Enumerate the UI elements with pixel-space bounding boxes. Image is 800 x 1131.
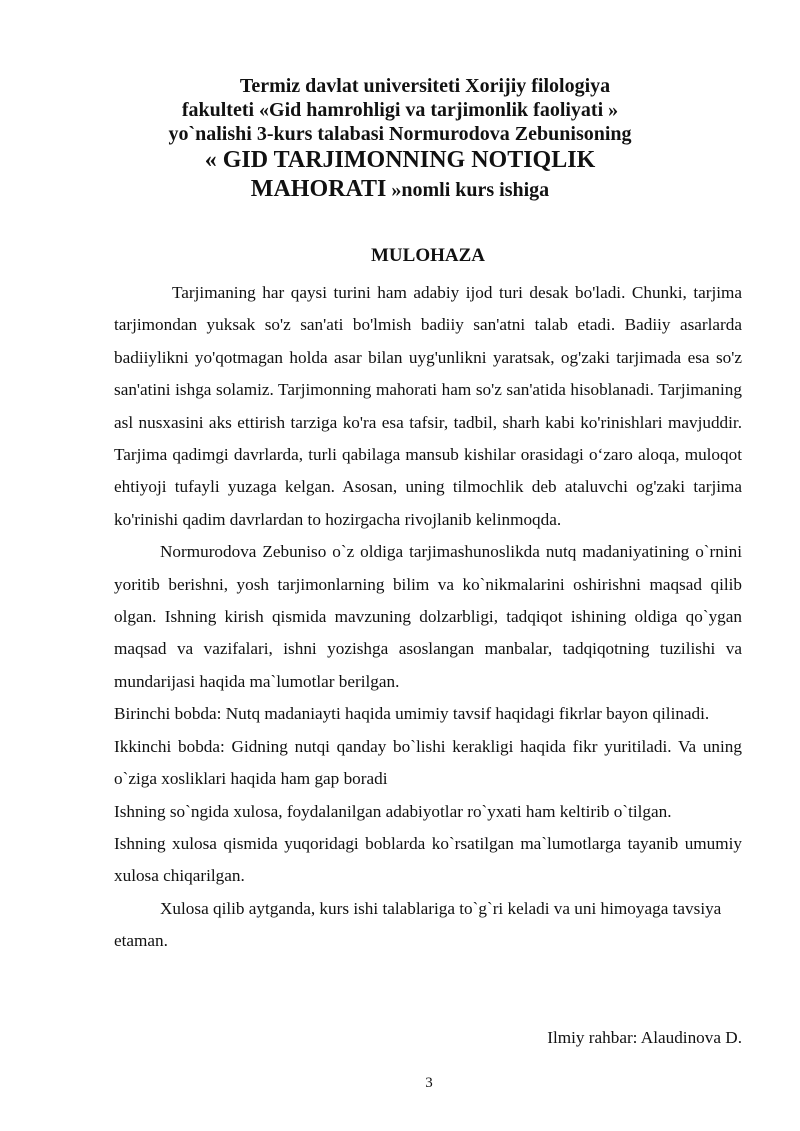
paragraph-7: Xulosa qilib aytganda, kurs ishi talablariga to`g`ri keladi va uni himoyaga tavsiya etaman. — [114, 898, 722, 951]
section-heading: MULOHAZA — [371, 245, 485, 266]
header-line-4: « GID TARJIMONNING NOTIQLIK — [204, 147, 596, 173]
header-line-5-main: MAHORATI — [250, 176, 387, 202]
header-line-1: Termiz davlat universiteti Xorijiy filologiya — [239, 75, 611, 97]
document-header — [60, 74, 740, 205]
header-line-3: yo`nalishi 3-kurs talabasi Normurodova Zebunisoning — [168, 123, 632, 145]
paragraph-2: Normurodova Zebuniso o`z oldiga tarjimashunoslikda nutq madaniyatining o`rnini yoritib berishni, yosh tarjimonlarning bilim va ko`nikmalarini oshirishni maqsad qilib olgan. Ishning kirish qismida mavzuning dolzarbligi, tadqiqot ishining oldiga qo`ygan maqsad va vazifalari, ishni yozishga asoslangan manbalar, tadqiqotning tuzilishi va mundarijasi haqida ma`lumotlar berilgan. — [114, 542, 742, 691]
document-body — [114, 277, 742, 958]
header-line-5 — [60, 175, 740, 205]
paragraph-3: Birinchi bobda: Nutq madaniayti haqida umimiy tavsif haqidagi fikrlar bayon qilinadi. — [114, 704, 710, 724]
page-number: 3 — [425, 1075, 433, 1091]
paragraph-5: Ishning so`ngida xulosa, foydalanilgan adabiyotlar ro`yxati ham keltirib o`tilgan. — [114, 801, 672, 821]
header-line-5-rest: »nomli kurs ishiga — [386, 179, 550, 201]
header-line-2: fakulteti «Gid hamrohligi va tarjimonlik faoliyati » — [181, 99, 619, 121]
paragraph-4: Ikkinchi bobda: Gidning nutqi qanday bo`lishi kerakligi haqida fikr yuritiladi. Va uning o`ziga xosliklari haqida ham gap boradi — [114, 736, 742, 789]
paragraph-6: Ishning xulosa qismida yuqoridagi boblarda ko`rsatilgan ma`lumotlarga tayanib umumiy xulosa chiqarilgan. — [114, 833, 742, 886]
paragraph-1: Tarjimaning har qaysi turini ham adabiy ijod turi desak bo'ladi. Chunki, tarjima tarjimondan yuksak so'z san'ati bo'lmish badiiy san'atni talab etadi. Badiiy asarlarda badiiylikni yo'qotmagan holda asar bilan uyg'unlikni yaratsak, og'zaki tarjimada esa so'z san'atini ishga solamiz. Tarjimonning mahorati ham so'z san'atida hisoblanadi. Tarjimaning asl nusxasini aks ettirish tarziga ko'ra esa tafsir, tadbil, sharh kabi ko'rinishlari mavjuddir. Tarjima qadimgi davrlarda, turli qabilaga mansub kishilar orasidagi o‘zaro aloqa, muloqot ehtiyoji tufayli yuzaga kelgan. Asosan, uning tilmochlik deb ataluvchi og'zaki tarjima ko'rinishi qadim davrlardan to hozirgacha rivojlanib kelinmoqda. — [114, 283, 742, 529]
signature-line: Ilmiy rahbar: Alaudinova D. — [547, 1028, 742, 1047]
